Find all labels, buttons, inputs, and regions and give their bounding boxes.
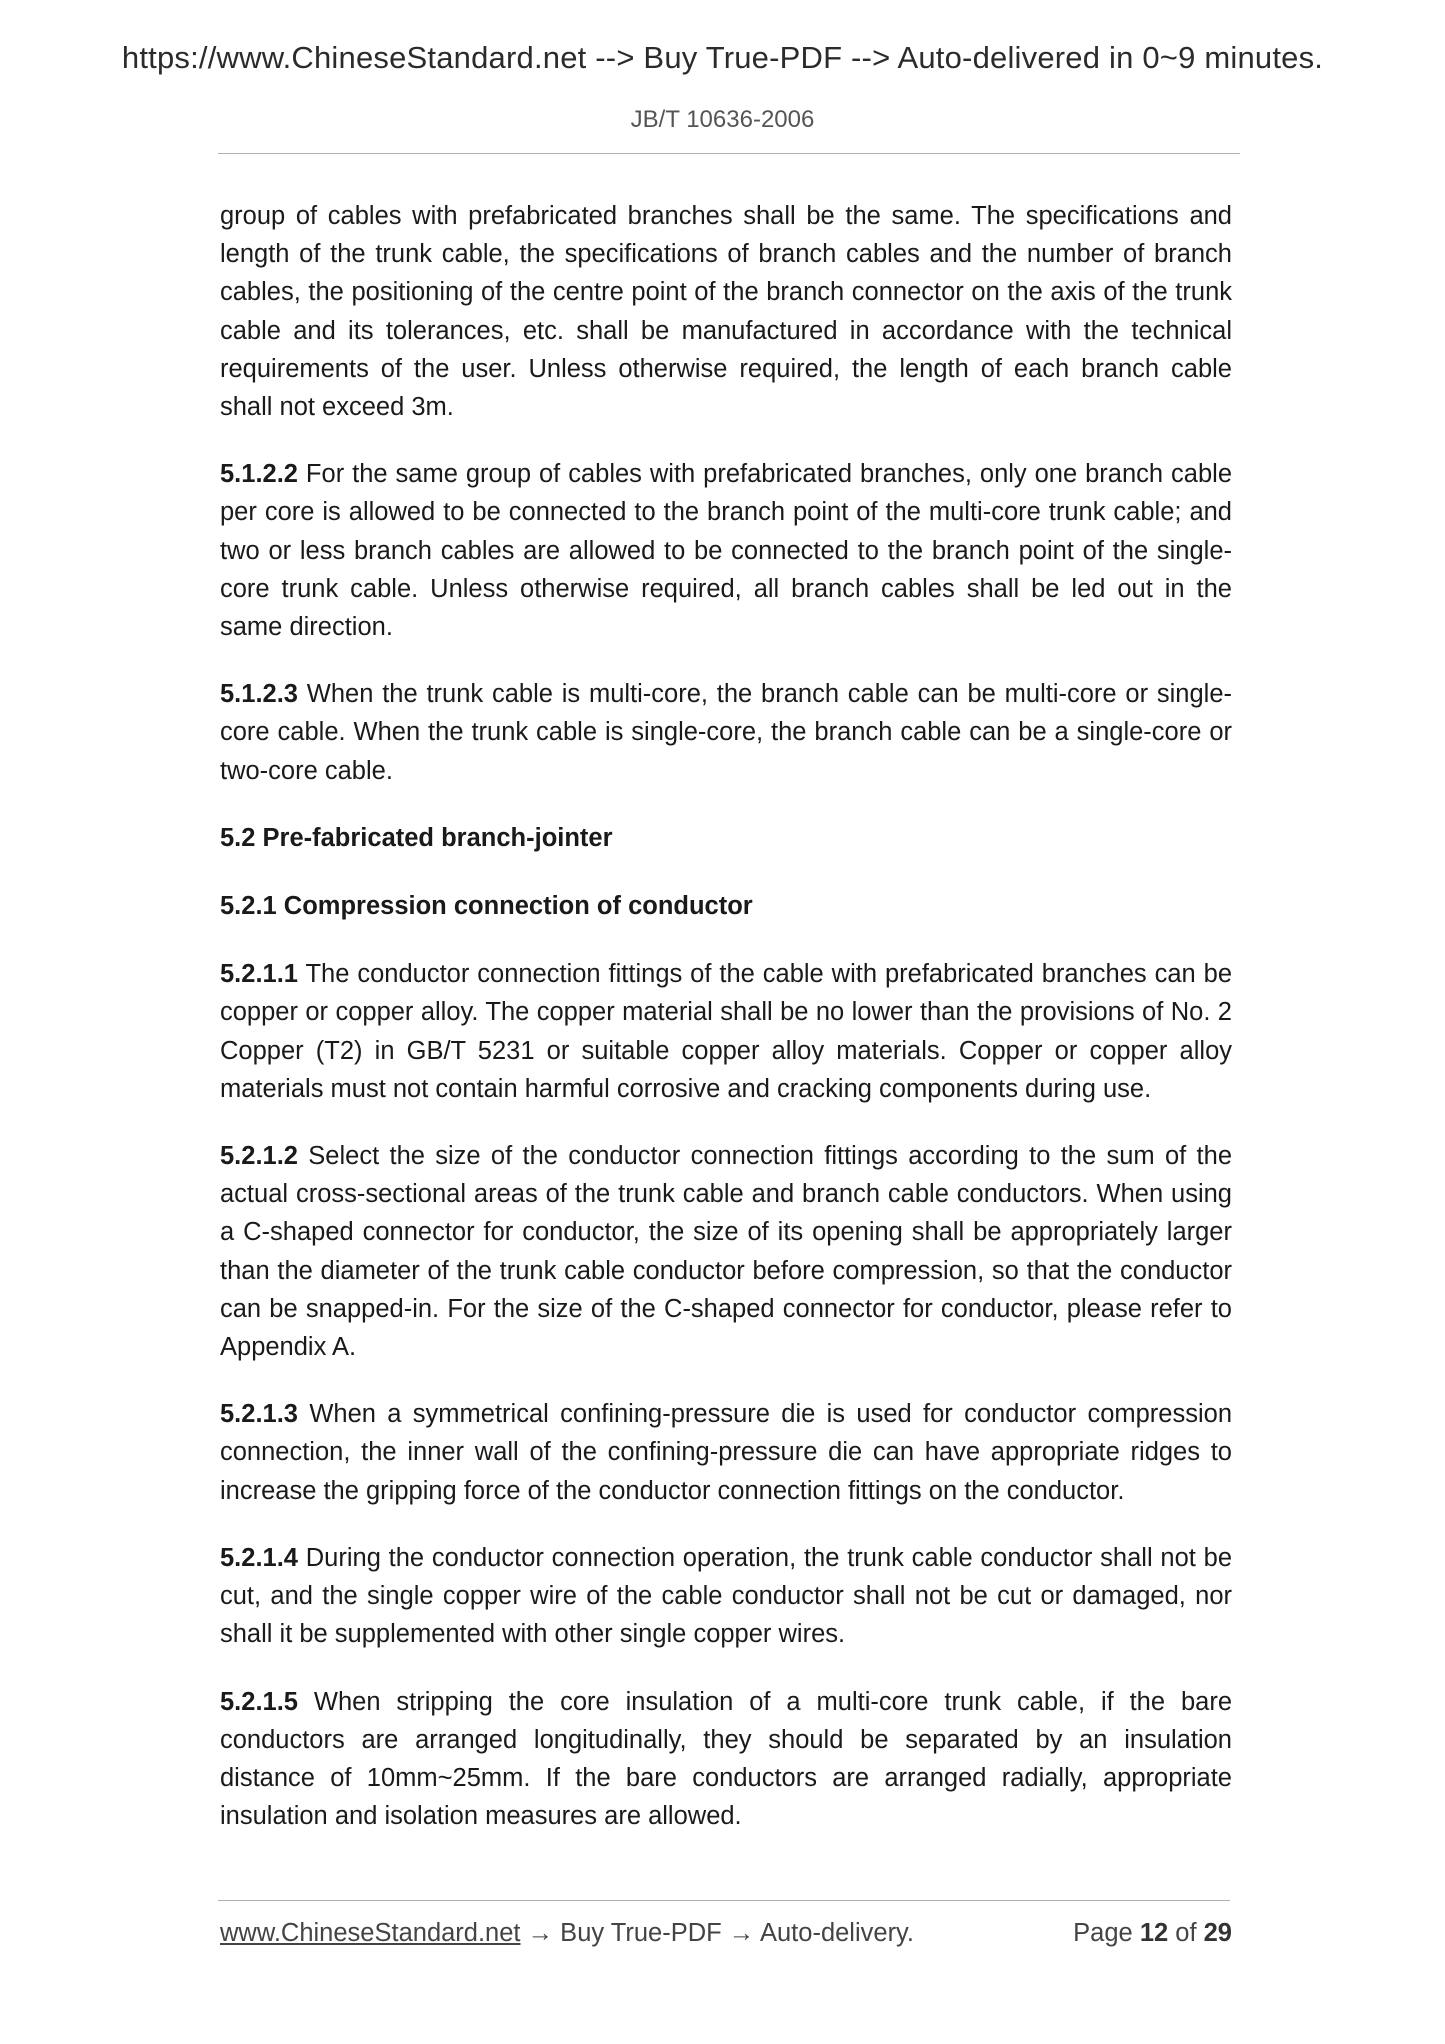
clause-5-1-2-2 (220, 455, 1232, 646)
clause-5-2-1-4 (220, 1539, 1232, 1654)
clause-text: During the conductor connection operation, the trunk cable conductor shall not be cut, and the single copper wire of the cable conductor shall not be cut or damaged, nor shall it be supplemented with other single copper wires. (220, 1543, 1232, 1649)
clause-text: When a symmetrical confining-pressure die is used for conductor compression connection, the inner wall of the confining-pressure die can have appropriate ridges to increase the gripping force of the conductor connection fittings on the conductor. (220, 1400, 1232, 1505)
page-current: 12 (1139, 1919, 1169, 1947)
page-of: of (1168, 1919, 1204, 1947)
section-heading-5-2-1: 5.2.1 Compression connection of conductor (220, 892, 753, 921)
clause-text: For the same group of cables with prefabricated branches, only one branch cable per core is allowed to be connected to the branch point of the multi-core trunk cable; and two or less branch cables are allowed to be connected to the branch point of the single-core trunk cable. Unless otherwise required, all branch cables shall be led out in the same direction. (220, 460, 1232, 642)
clause-number: 5.2.1.1 (220, 960, 298, 989)
page-word: Page (1073, 1919, 1140, 1947)
clause-number: 5.1.2.3 (220, 680, 298, 709)
clause-5-1-2-3 (220, 675, 1232, 790)
paragraph-continuation (220, 197, 1232, 426)
page-indicator (1073, 1919, 1232, 1948)
page-total: 29 (1203, 1919, 1232, 1947)
footer-divider (218, 1900, 1230, 1901)
top-banner: https://www.ChineseStandard.net --> Buy True-PDF --> Auto-delivered in 0~9 minutes. (121, 40, 1324, 75)
clause-5-2-1-2 (220, 1137, 1232, 1366)
clause-text: When stripping the core insulation of a multi-core trunk cable, if the bare conductors are arranged longitudinally, they should be separated by an insulation distance of 10mm~25mm. If the bare conductors are arranged radially, appropriate insulation and isolation measures are allowed. (220, 1687, 1232, 1831)
section-heading-5-2: 5.2 Pre-fabricated branch-jointer (220, 823, 613, 852)
clause-5-2-1-5 (220, 1683, 1232, 1836)
clause-number: 5.2.1.2 (220, 1142, 298, 1171)
paragraph-text: group of cables with prefabricated branches shall be the same. The specifications and length of the trunk cable, the specifications of branch cables and the number of branch cables, the positioning of the centre point of the branch connector on the axis of the trunk cable and its tolerances, etc. shall be manufactured in accordance with the technical requirements of the user. Unless otherwise required, the length of each branch cable shall not exceed 3m. (220, 202, 1232, 422)
clause-number: 5.2.1.5 (220, 1687, 298, 1716)
footer-site-link[interactable]: www.ChineseStandard.net (220, 1919, 521, 1947)
clause-5-2-1-3 (220, 1395, 1232, 1510)
standard-code-header: JB/T 10636-2006 (630, 106, 815, 133)
document-body (220, 197, 1232, 1864)
clause-number: 5.2.1.4 (220, 1543, 298, 1572)
clause-text: When the trunk cable is multi-core, the branch cable can be multi-core or single-core cable. When the trunk cable is single-core, the branch cable can be a single-core or two-core cable. (220, 680, 1232, 785)
footer-tagline: → Buy True-PDF → Auto-delivery. (520, 1919, 914, 1947)
clause-5-2-1-1 (220, 955, 1232, 1108)
header-divider (218, 153, 1240, 154)
clause-text: The conductor connection fittings of the cable with prefabricated branches can be copper or copper alloy. The copper material shall be no lower than the provisions of No. 2 Copper (T2) in GB/T 5231 or suitable copper alloy materials. Copper or copper alloy materials must not contain harmful corrosive and cracking components during use. (220, 960, 1232, 1103)
clause-number: 5.1.2.2 (220, 460, 298, 489)
clause-number: 5.2.1.3 (220, 1400, 298, 1429)
clause-text: Select the size of the conductor connection fittings according to the sum of the actual cross-sectional areas of the trunk cable and branch cable conductors. When using a C-shaped connector for conductor, the size of its opening shall be appropriately larger than the diameter of the trunk cable conductor before compression, so that the conductor can be snapped-in. For the size of the C-shaped connector for conductor, please refer to Appendix A. (220, 1142, 1232, 1362)
page-footer (220, 1919, 1232, 1948)
